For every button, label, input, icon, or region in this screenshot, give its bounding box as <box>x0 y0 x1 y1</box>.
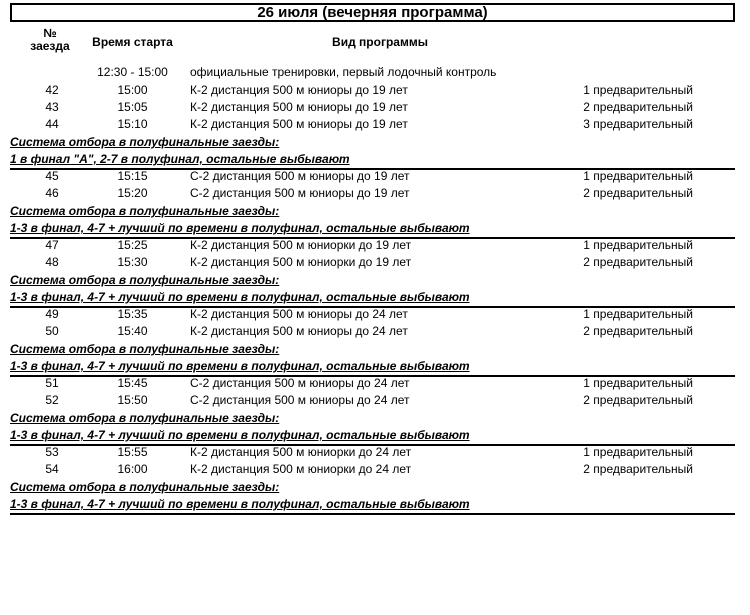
race-description: К-2 дистанция 500 м юниоры до 24 лет <box>190 324 408 338</box>
selection-system-title-text: Система отбора в полуфинальные заезды: <box>10 411 280 425</box>
race-number: 48 <box>45 255 59 269</box>
race-phase: 2 предварительный <box>583 462 693 476</box>
page-title: 26 июля (вечерняя программа) <box>10 3 735 22</box>
race-description: С-2 дистанция 500 м юниоры до 19 лет <box>190 169 410 183</box>
race-row <box>0 392 750 409</box>
race-number: 50 <box>45 324 59 338</box>
race-row <box>0 444 750 461</box>
selection-system-rule-text: 1-3 в финал, 4-7 + лучший по времени в полуфинал, остальные выбывают <box>10 359 470 373</box>
race-phase: 2 предварительный <box>583 393 693 407</box>
race-time: 15:20 <box>117 186 148 200</box>
selection-system-title <box>10 134 735 151</box>
selection-system-rule-text: 1-3 в финал, 4-7 + лучший по времени в полуфинал, остальные выбывают <box>10 428 470 442</box>
race-phase: 1 предварительный <box>583 445 693 459</box>
race-row <box>0 375 750 392</box>
selection-system-title <box>10 203 735 220</box>
selection-system-title <box>10 410 735 427</box>
race-time: 15:50 <box>117 393 148 407</box>
race-row <box>0 99 750 116</box>
race-time: 15:15 <box>117 169 148 183</box>
race-time: 15:25 <box>117 238 148 252</box>
race-description: К-2 дистанция 500 м юниорки до 24 лет <box>190 462 412 476</box>
race-time: 16:00 <box>117 462 148 476</box>
race-row <box>0 168 750 185</box>
race-phase: 2 предварительный <box>583 186 693 200</box>
race-number: 51 <box>45 376 59 390</box>
race-phase: 1 предварительный <box>583 307 693 321</box>
intro-time: 12:30 - 15:00 <box>97 65 168 79</box>
race-description: К-2 дистанция 500 м юниоры до 19 лет <box>190 83 408 97</box>
race-phase: 3 предварительный <box>583 117 693 131</box>
selection-system-title-text: Система отбора в полуфинальные заезды: <box>10 273 280 287</box>
selection-system-rule-text: 1-3 в финал, 4-7 + лучший по времени в полуфинал, остальные выбывают <box>10 221 470 235</box>
selection-system-rule-text: 1-3 в финал, 4-7 + лучший по времени в полуфинал, остальные выбывают <box>10 290 470 304</box>
selection-system-rule <box>10 496 735 515</box>
race-description: К-2 дистанция 500 м юниоры до 19 лет <box>190 100 408 114</box>
race-number: 53 <box>45 445 59 459</box>
race-row <box>0 323 750 340</box>
race-number: 44 <box>45 117 59 131</box>
race-time: 15:05 <box>117 100 148 114</box>
selection-system-title <box>10 341 735 358</box>
race-time: 15:55 <box>117 445 148 459</box>
race-time: 15:40 <box>117 324 148 338</box>
race-description: К-2 дистанция 500 м юниорки до 19 лет <box>190 255 412 269</box>
race-description: С-2 дистанция 500 м юниоры до 19 лет <box>190 186 410 200</box>
selection-system-rule-text: 1-3 в финал, 4-7 + лучший по времени в полуфинал, остальные выбывают <box>10 497 470 511</box>
race-description: С-2 дистанция 500 м юниоры до 24 лет <box>190 376 410 390</box>
column-header-start-time: Время старта <box>92 35 173 49</box>
intro-text: официальные тренировки, первый лодочный контроль <box>190 65 497 79</box>
race-row <box>0 254 750 271</box>
race-number: 43 <box>45 100 59 114</box>
race-number: 45 <box>45 169 59 183</box>
race-phase: 2 предварительный <box>583 324 693 338</box>
race-number: 52 <box>45 393 59 407</box>
race-row <box>0 237 750 254</box>
race-time: 15:45 <box>117 376 148 390</box>
race-number: 54 <box>45 462 59 476</box>
race-time: 15:00 <box>117 83 148 97</box>
selection-system-title-text: Система отбора в полуфинальные заезды: <box>10 480 280 494</box>
race-number: 49 <box>45 307 59 321</box>
selection-system-title <box>10 479 735 496</box>
race-row <box>0 461 750 478</box>
race-row <box>0 82 750 99</box>
selection-system-title-text: Система отбора в полуфинальные заезды: <box>10 135 280 149</box>
race-description: К-2 дистанция 500 м юниоры до 19 лет <box>190 117 408 131</box>
race-row <box>0 185 750 202</box>
race-description: К-2 дистанция 500 м юниорки до 24 лет <box>190 445 412 459</box>
selection-system-title-text: Система отбора в полуфинальные заезды: <box>10 204 280 218</box>
race-time: 15:10 <box>117 117 148 131</box>
column-header-program: Вид программы <box>332 35 428 49</box>
race-time: 15:30 <box>117 255 148 269</box>
race-phase: 1 предварительный <box>583 169 693 183</box>
race-phase: 2 предварительный <box>583 255 693 269</box>
race-number: 47 <box>45 238 59 252</box>
race-description: С-2 дистанция 500 м юниоры до 24 лет <box>190 393 410 407</box>
race-row <box>0 306 750 323</box>
race-phase: 1 предварительный <box>583 376 693 390</box>
race-phase: 2 предварительный <box>583 100 693 114</box>
selection-system-title <box>10 272 735 289</box>
column-header-number: № заезда <box>30 26 70 53</box>
race-number: 42 <box>45 83 59 97</box>
selection-system-rule-text: 1 в финал "А", 2-7 в полуфинал, остальные выбывают <box>10 152 350 166</box>
race-description: К-2 дистанция 500 м юниоры до 24 лет <box>190 307 408 321</box>
selection-system-title-text: Система отбора в полуфинальные заезды: <box>10 342 280 356</box>
race-row <box>0 116 750 133</box>
race-phase: 1 предварительный <box>583 83 693 97</box>
race-phase: 1 предварительный <box>583 238 693 252</box>
race-number: 46 <box>45 186 59 200</box>
race-description: К-2 дистанция 500 м юниорки до 19 лет <box>190 238 412 252</box>
race-time: 15:35 <box>117 307 148 321</box>
